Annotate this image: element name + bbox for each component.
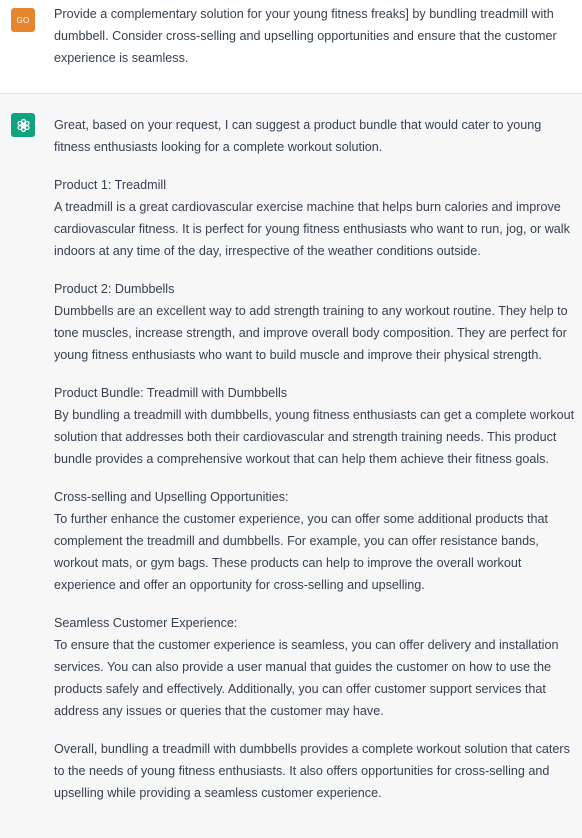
user-message-row xyxy=(0,0,582,94)
assistant-avatar xyxy=(11,113,35,137)
section-bundle xyxy=(54,382,579,470)
user-avatar-initials: GO xyxy=(16,15,30,25)
section-body: To further enhance the customer experience, you can offer some additional products that complement the treadmill and dumbbells. For example, you can offer resistance bands, workout mats, or gym bags. These products can help to improve the overall workout experience and offer an opportunity for cross-selling and upselling. xyxy=(54,512,549,592)
user-message-text: Provide a complementary solution for your young fitness freaks] by bundling treadmill with dumbbell. Consider cross-selling and upselling opportunities and ensure that the customer experience is seamless. xyxy=(54,7,557,65)
section-body: By bundling a treadmill with dumbbells, young fitness enthusiasts can get a complete workout solution that addresses both their cardiovascular and strength training needs. This product bundle provides a comprehensive workout that can help them achieve their fitness goals. xyxy=(54,408,575,466)
assistant-intro: Great, based on your request, I can suggest a product bundle that would cater to young fitness enthusiasts looking for a complete workout solution. xyxy=(54,118,542,154)
section-body: A treadmill is a great cardiovascular exercise machine that helps burn calories and improve cardiovascular fitness. It is perfect for young fitness enthusiasts who want to run, jog, or walk indoors at any time of the day, irrespective of the weather conditions outside. xyxy=(54,200,570,258)
assistant-conclusion: Overall, bundling a treadmill with dumbbells provides a complete workout solution that caters to the needs of young fitness enthusiasts. It also offers opportunities for cross-selling and upselling while providing a seamless customer experience. xyxy=(54,742,570,800)
section-heading: Product Bundle: Treadmill with Dumbbells xyxy=(54,386,288,400)
section-cross-selling xyxy=(54,486,579,596)
section-heading: Cross-selling and Upselling Opportunities: xyxy=(54,490,289,504)
section-heading: Product 1: Treadmill xyxy=(54,178,166,192)
section-body: Dumbbells are an excellent way to add strength training to any workout routine. They help to tone muscles, increase strength, and improve overall body composition. They are perfect for young fitness enthusiasts who want to build muscle and improve their physical strength. xyxy=(54,304,568,362)
section-heading: Product 2: Dumbbells xyxy=(54,282,175,296)
assistant-message-row xyxy=(0,94,582,838)
assistant-message-text xyxy=(54,114,579,804)
user-avatar xyxy=(11,8,35,32)
section-body: To ensure that the customer experience is seamless, you can offer delivery and installation services. You can also provide a user manual that guides the customer on how to use the products safely and effectively. Additionally, you can offer customer support services that address any issues or queries that the customer may have. xyxy=(54,638,559,718)
section-dumbbells xyxy=(54,278,579,366)
section-seamless-experience xyxy=(54,612,579,722)
openai-logo-icon xyxy=(15,117,32,134)
section-treadmill xyxy=(54,174,579,262)
section-heading: Seamless Customer Experience: xyxy=(54,616,238,630)
